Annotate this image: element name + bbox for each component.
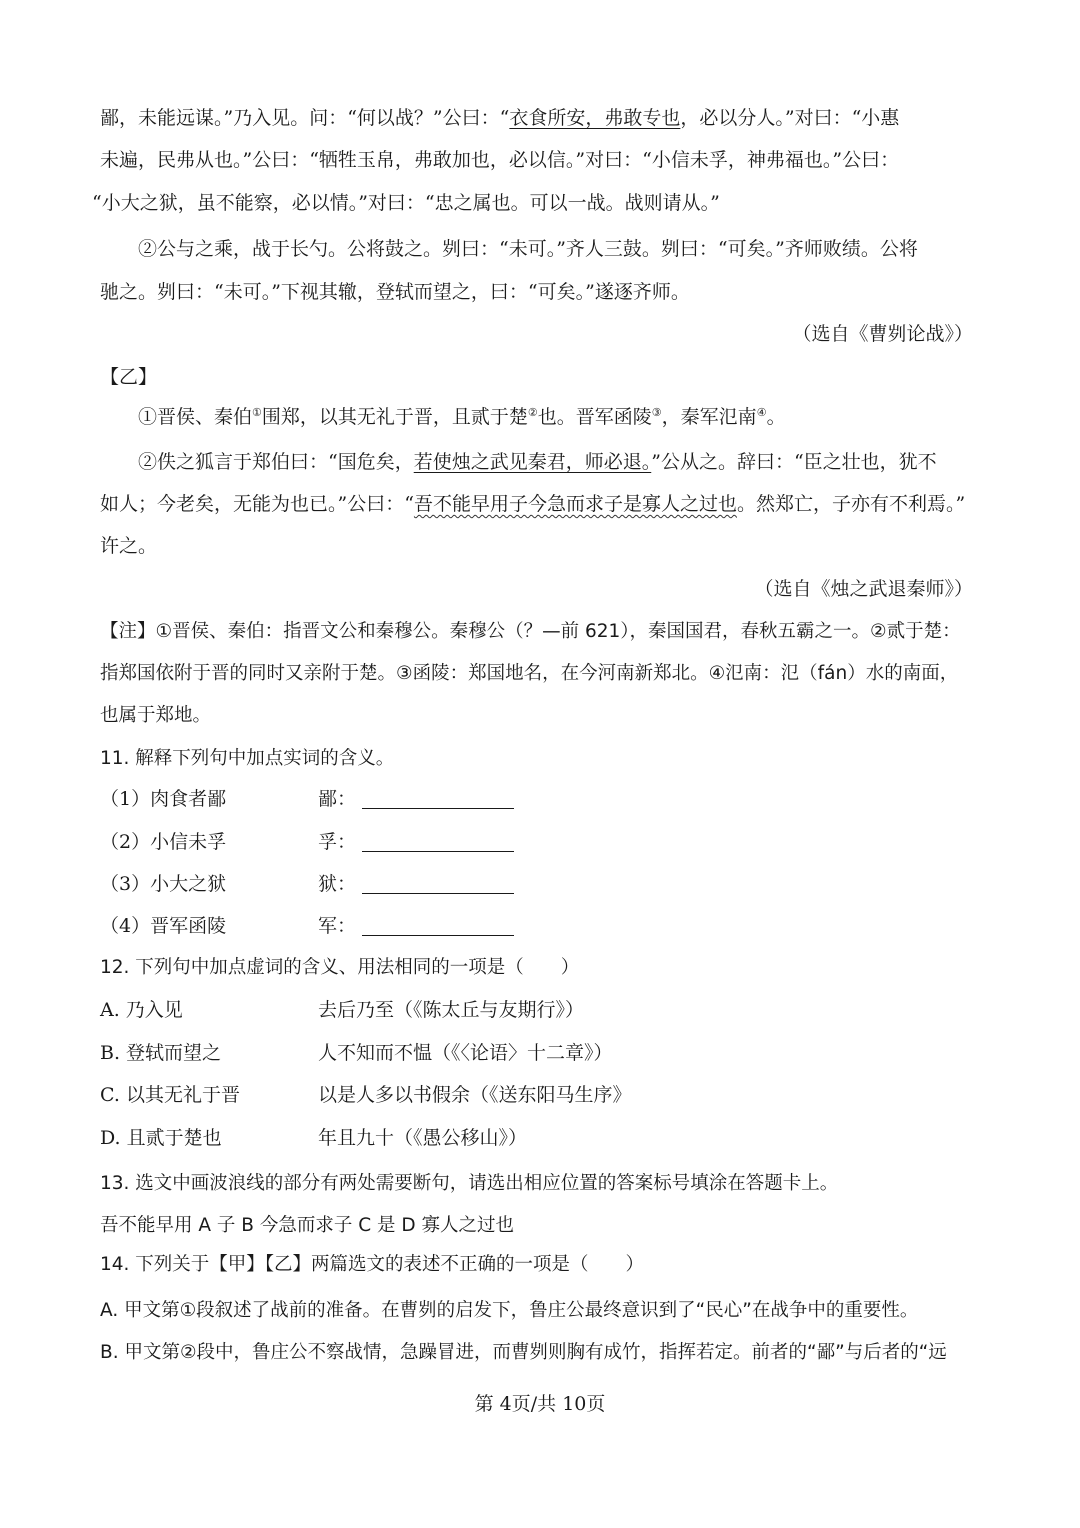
jia-line-1 (100, 104, 980, 132)
note-marker: ③ (651, 406, 662, 419)
answer-key: 狱： (318, 873, 357, 895)
jia-line-3: “小大之狱，虽不能察，必以情。”对曰：“忠之属也。可以一战。战则请从。” (92, 192, 720, 214)
text-segment: ”公从之。辞曰：“臣之壮也，犹不 (651, 451, 937, 473)
text-segment: ②佚之狐言于郑伯曰：“国危矣， (138, 451, 414, 473)
text-segment: 如人；今老矣，无能为也已。”公曰：“ (100, 493, 414, 515)
yi-para-1 (138, 403, 980, 431)
q11-stem: 11. 解释下列句中加点实词的含义。 (100, 748, 395, 769)
q12-option-b-left[interactable]: B. 登轼而望之 (100, 1042, 222, 1064)
underlined-text: 衣食所安，弗敢专也 (509, 107, 681, 129)
yi-heading: 【乙】 (100, 366, 158, 388)
q13-stem: 13. 选文中画波浪线的部分有两处需要断句，请选出相应位置的答案标号填涂在答题卡上。 (100, 1173, 839, 1194)
q12-option-d-right: 年且九十（《愚公移山》） (318, 1127, 528, 1149)
jia-para2-line-2: 驰之。刿曰：“未可。”下视其辙，登轼而望之，曰：“可矣。”遂逐齐师。 (100, 281, 690, 303)
answer-key: 军： (318, 915, 357, 937)
jia-para2-line-1: ②公与之乘，战于长勺。公将鼓之。刿曰：“未可。”齐人三鼓。刿曰：“可矣。”齐师败绩。公将 (138, 238, 918, 260)
note-marker: ④ (756, 406, 767, 419)
notes-line-3: 也属于郑地。 (100, 705, 212, 726)
notes-line-2: 指郑国依附于晋的同时又亲附于楚。③函陵：郑国地名，在今河南新郑北。④氾南：氾（fán）水的南面， (100, 663, 959, 684)
q12-option-c-right: 以是人多以书假余（《送东阳马生序》 (318, 1084, 632, 1106)
q11-item-label: （2）小信未孚 (100, 831, 227, 853)
q12-option-a-left[interactable]: A. 乃入见 (100, 999, 183, 1021)
answer-blank[interactable] (362, 913, 514, 936)
q11-item-answer (318, 870, 514, 898)
q13-sentence: 吾不能早用 A 子 B 今急而求子 C 是 D 寡人之过也 (100, 1215, 515, 1236)
yi-para-2-line-1 (138, 448, 980, 476)
jia-line-2: 未遍，民弗从也。”公曰：“牺牲玉帛，弗敢加也，必以信。”对曰：“小信未孚，神弗福也。”公曰： (100, 149, 900, 171)
yi-para-2-line-3: 许之。 (100, 535, 158, 557)
yi-para-2-line-2 (100, 490, 980, 518)
q14-option-a[interactable]: A. 甲文第①段叙述了战前的准备。在曹刿的启发下，鲁庄公最终意识到了“民心”在战争中的重要性。 (100, 1300, 919, 1321)
notes-line-1: 【注】①晋侯、秦伯：指晋文公和秦穆公。秦穆公（？—前 621），秦国国君，春秋五霸之一。②贰于楚： (100, 621, 961, 642)
q11-item-answer (318, 785, 514, 813)
q12-stem: 12. 下列句中加点虚词的含义、用法相同的一项是（ ） (100, 957, 580, 978)
answer-blank[interactable] (362, 829, 514, 852)
text-segment: 围郑，以其无礼于晋，且贰于楚 (261, 406, 528, 428)
q14-stem: 14. 下列关于【甲】【乙】两篇选文的表述不正确的一项是（ ） (100, 1254, 645, 1275)
q11-item-answer (318, 912, 514, 940)
q12-option-a-right: 去后乃至（《陈太丘与友期行》） (318, 999, 585, 1021)
q12-option-c-left[interactable]: C. 以其无礼于晋 (100, 1084, 240, 1106)
yi-source: （选自《烛之武退秦师》） (754, 578, 973, 600)
answer-blank[interactable] (362, 871, 514, 894)
text-segment: ，秦军氾南 (661, 406, 757, 428)
text-segment: 鄙，未能远谋。”乃入见。问：“何以战？”公曰：“ (100, 107, 510, 129)
answer-blank[interactable] (362, 786, 514, 809)
q11-item-label: （4）晋军函陵 (100, 915, 227, 937)
wavy-underlined-text: 吾不能早用子今急而求子是寡人之过也 (413, 493, 737, 515)
q14-option-b[interactable]: B. 甲文第②段中，鲁庄公不察战情，急躁冒进，而曹刿则胸有成竹，指挥若定。前者的“鄙”与后者的“远 (100, 1342, 947, 1363)
text-segment: 也。晋军函陵 (537, 406, 652, 428)
text-segment: ，必以分人。”对曰：“小惠 (680, 107, 900, 129)
text-segment: ①晋侯、秦伯 (138, 406, 253, 428)
q11-item-label: （3）小大之狱 (100, 873, 227, 895)
answer-key: 孚： (318, 831, 357, 853)
q12-option-b-right: 人不知而不愠（《〈论语〉十二章》） (318, 1042, 613, 1064)
jia-source: （选自《曹刿论战》） (792, 323, 973, 345)
text-segment: 。然郑亡，子亦有不利焉。” (736, 493, 966, 515)
note-marker: ② (527, 406, 538, 419)
page-footer: 第 4页/共 10页 (474, 1393, 606, 1415)
underlined-text: 若使烛之武见秦君，师必退。 (413, 451, 652, 473)
answer-key: 鄙： (318, 788, 357, 810)
text-segment: 。 (766, 406, 786, 428)
q12-option-d-left[interactable]: D. 且贰于楚也 (100, 1127, 222, 1149)
q11-item-answer (318, 828, 514, 856)
note-marker: ① (252, 406, 262, 419)
q11-item-label: （1）肉食者鄙 (100, 788, 227, 810)
